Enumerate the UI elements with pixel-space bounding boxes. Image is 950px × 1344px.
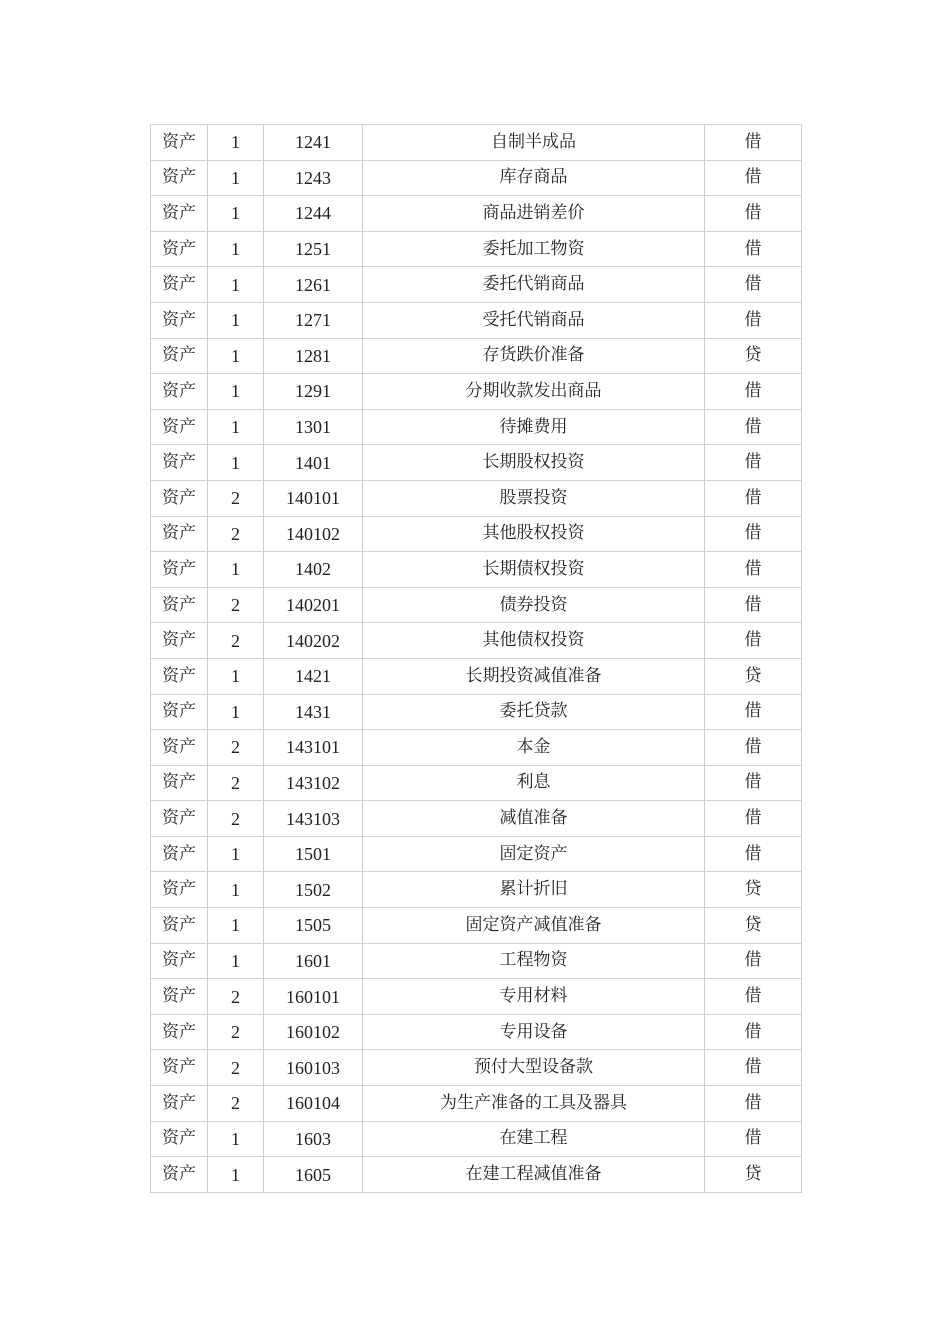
table-row xyxy=(151,160,802,196)
account-name-cell: 长期股权投资 xyxy=(363,445,705,481)
level-cell: 2 xyxy=(208,979,264,1015)
balance-direction-cell: 借 xyxy=(705,623,802,659)
category-cell: 资产 xyxy=(151,125,208,161)
table-row xyxy=(151,1121,802,1157)
balance-direction-cell: 借 xyxy=(705,302,802,338)
account-code-cell: 1261 xyxy=(264,267,363,303)
account-name-cell: 工程物资 xyxy=(363,943,705,979)
category-cell: 资产 xyxy=(151,765,208,801)
level-cell: 1 xyxy=(208,160,264,196)
account-name-cell: 受托代销商品 xyxy=(363,302,705,338)
account-name-cell: 长期债权投资 xyxy=(363,552,705,588)
level-cell: 2 xyxy=(208,480,264,516)
category-cell: 资产 xyxy=(151,979,208,1015)
level-cell: 2 xyxy=(208,765,264,801)
account-name-cell: 在建工程减值准备 xyxy=(363,1157,705,1193)
table-row xyxy=(151,587,802,623)
table-row xyxy=(151,694,802,730)
balance-direction-cell: 借 xyxy=(705,196,802,232)
category-cell: 资产 xyxy=(151,409,208,445)
account-code-cell: 1601 xyxy=(264,943,363,979)
category-cell: 资产 xyxy=(151,338,208,374)
account-name-cell: 分期收款发出商品 xyxy=(363,374,705,410)
table-row xyxy=(151,979,802,1015)
category-cell: 资产 xyxy=(151,836,208,872)
category-cell: 资产 xyxy=(151,623,208,659)
account-code-cell: 1605 xyxy=(264,1157,363,1193)
account-code-cell: 1401 xyxy=(264,445,363,481)
account-name-cell: 委托加工物资 xyxy=(363,231,705,267)
balance-direction-cell: 借 xyxy=(705,267,802,303)
category-cell: 资产 xyxy=(151,801,208,837)
account-name-cell: 待摊费用 xyxy=(363,409,705,445)
level-cell: 1 xyxy=(208,196,264,232)
account-code-cell: 1402 xyxy=(264,552,363,588)
category-cell: 资产 xyxy=(151,658,208,694)
level-cell: 1 xyxy=(208,231,264,267)
account-code-cell: 160103 xyxy=(264,1050,363,1086)
level-cell: 2 xyxy=(208,516,264,552)
table-row xyxy=(151,552,802,588)
level-cell: 1 xyxy=(208,445,264,481)
balance-direction-cell: 贷 xyxy=(705,908,802,944)
balance-direction-cell: 借 xyxy=(705,516,802,552)
account-name-cell: 商品进销差价 xyxy=(363,196,705,232)
category-cell: 资产 xyxy=(151,872,208,908)
category-cell: 资产 xyxy=(151,1014,208,1050)
table-row xyxy=(151,196,802,232)
account-code-cell: 1505 xyxy=(264,908,363,944)
table-row xyxy=(151,730,802,766)
balance-direction-cell: 借 xyxy=(705,374,802,410)
table-row xyxy=(151,1086,802,1122)
account-name-cell: 专用设备 xyxy=(363,1014,705,1050)
table-row xyxy=(151,374,802,410)
balance-direction-cell: 贷 xyxy=(705,1157,802,1193)
account-name-cell: 本金 xyxy=(363,730,705,766)
category-cell: 资产 xyxy=(151,730,208,766)
level-cell: 1 xyxy=(208,1157,264,1193)
account-name-cell: 在建工程 xyxy=(363,1121,705,1157)
account-code-cell: 140102 xyxy=(264,516,363,552)
level-cell: 1 xyxy=(208,552,264,588)
account-code-cell: 1603 xyxy=(264,1121,363,1157)
level-cell: 1 xyxy=(208,267,264,303)
table-row xyxy=(151,658,802,694)
account-name-cell: 债券投资 xyxy=(363,587,705,623)
balance-direction-cell: 借 xyxy=(705,587,802,623)
category-cell: 资产 xyxy=(151,480,208,516)
account-code-cell: 140101 xyxy=(264,480,363,516)
account-code-cell: 1281 xyxy=(264,338,363,374)
account-name-cell: 为生产准备的工具及器具 xyxy=(363,1086,705,1122)
table-row xyxy=(151,801,802,837)
level-cell: 1 xyxy=(208,943,264,979)
balance-direction-cell: 借 xyxy=(705,409,802,445)
level-cell: 2 xyxy=(208,730,264,766)
table-row xyxy=(151,1014,802,1050)
account-name-cell: 累计折旧 xyxy=(363,872,705,908)
account-code-cell: 1431 xyxy=(264,694,363,730)
account-name-cell: 委托贷款 xyxy=(363,694,705,730)
table-row xyxy=(151,765,802,801)
category-cell: 资产 xyxy=(151,694,208,730)
category-cell: 资产 xyxy=(151,1086,208,1122)
balance-direction-cell: 贷 xyxy=(705,338,802,374)
account-name-cell: 专用材料 xyxy=(363,979,705,1015)
table-row xyxy=(151,872,802,908)
table-row xyxy=(151,516,802,552)
account-name-cell: 长期投资减值准备 xyxy=(363,658,705,694)
account-name-cell: 预付大型设备款 xyxy=(363,1050,705,1086)
account-code-cell: 143101 xyxy=(264,730,363,766)
account-code-cell: 1502 xyxy=(264,872,363,908)
category-cell: 资产 xyxy=(151,552,208,588)
level-cell: 1 xyxy=(208,694,264,730)
table-row xyxy=(151,409,802,445)
level-cell: 2 xyxy=(208,587,264,623)
account-code-cell: 143103 xyxy=(264,801,363,837)
level-cell: 1 xyxy=(208,302,264,338)
level-cell: 1 xyxy=(208,836,264,872)
account-code-cell: 1291 xyxy=(264,374,363,410)
category-cell: 资产 xyxy=(151,1121,208,1157)
account-code-cell: 160102 xyxy=(264,1014,363,1050)
level-cell: 2 xyxy=(208,1086,264,1122)
table-row xyxy=(151,445,802,481)
balance-direction-cell: 借 xyxy=(705,1086,802,1122)
level-cell: 1 xyxy=(208,872,264,908)
account-name-cell: 委托代销商品 xyxy=(363,267,705,303)
table-row xyxy=(151,125,802,161)
level-cell: 1 xyxy=(208,658,264,694)
category-cell: 资产 xyxy=(151,516,208,552)
balance-direction-cell: 借 xyxy=(705,445,802,481)
account-name-cell: 利息 xyxy=(363,765,705,801)
table-row xyxy=(151,302,802,338)
category-cell: 资产 xyxy=(151,160,208,196)
account-name-cell: 自制半成品 xyxy=(363,125,705,161)
balance-direction-cell: 贷 xyxy=(705,658,802,694)
table-row xyxy=(151,231,802,267)
level-cell: 2 xyxy=(208,623,264,659)
level-cell: 2 xyxy=(208,1014,264,1050)
level-cell: 2 xyxy=(208,1050,264,1086)
category-cell: 资产 xyxy=(151,445,208,481)
account-name-cell: 减值准备 xyxy=(363,801,705,837)
table-row xyxy=(151,908,802,944)
balance-direction-cell: 借 xyxy=(705,1050,802,1086)
table-row xyxy=(151,267,802,303)
balance-direction-cell: 借 xyxy=(705,694,802,730)
balance-direction-cell: 借 xyxy=(705,801,802,837)
account-code-cell: 1301 xyxy=(264,409,363,445)
account-code-cell: 140201 xyxy=(264,587,363,623)
category-cell: 资产 xyxy=(151,374,208,410)
category-cell: 资产 xyxy=(151,196,208,232)
category-cell: 资产 xyxy=(151,231,208,267)
balance-direction-cell: 借 xyxy=(705,836,802,872)
balance-direction-cell: 借 xyxy=(705,125,802,161)
account-code-cell: 1421 xyxy=(264,658,363,694)
table-row xyxy=(151,1157,802,1193)
account-code-cell: 1271 xyxy=(264,302,363,338)
account-name-cell: 股票投资 xyxy=(363,480,705,516)
account-name-cell: 库存商品 xyxy=(363,160,705,196)
level-cell: 2 xyxy=(208,801,264,837)
category-cell: 资产 xyxy=(151,302,208,338)
account-name-cell: 固定资产 xyxy=(363,836,705,872)
balance-direction-cell: 借 xyxy=(705,1014,802,1050)
balance-direction-cell: 借 xyxy=(705,552,802,588)
account-name-cell: 固定资产减值准备 xyxy=(363,908,705,944)
category-cell: 资产 xyxy=(151,267,208,303)
table-row xyxy=(151,480,802,516)
table-row xyxy=(151,943,802,979)
account-name-cell: 其他债权投资 xyxy=(363,623,705,659)
balance-direction-cell: 借 xyxy=(705,979,802,1015)
table-row xyxy=(151,836,802,872)
category-cell: 资产 xyxy=(151,908,208,944)
account-code-cell: 160101 xyxy=(264,979,363,1015)
accounts-table xyxy=(150,124,802,1193)
balance-direction-cell: 借 xyxy=(705,943,802,979)
category-cell: 资产 xyxy=(151,1157,208,1193)
account-code-cell: 1241 xyxy=(264,125,363,161)
level-cell: 1 xyxy=(208,1121,264,1157)
account-name-cell: 存货跌价准备 xyxy=(363,338,705,374)
category-cell: 资产 xyxy=(151,587,208,623)
account-code-cell: 160104 xyxy=(264,1086,363,1122)
balance-direction-cell: 借 xyxy=(705,231,802,267)
level-cell: 1 xyxy=(208,125,264,161)
level-cell: 1 xyxy=(208,908,264,944)
balance-direction-cell: 借 xyxy=(705,480,802,516)
account-code-cell: 1251 xyxy=(264,231,363,267)
account-code-cell: 140202 xyxy=(264,623,363,659)
account-code-cell: 1501 xyxy=(264,836,363,872)
account-code-cell: 1243 xyxy=(264,160,363,196)
balance-direction-cell: 借 xyxy=(705,160,802,196)
level-cell: 1 xyxy=(208,374,264,410)
table-row xyxy=(151,1050,802,1086)
account-name-cell: 其他股权投资 xyxy=(363,516,705,552)
table-row xyxy=(151,623,802,659)
accounts-table-body xyxy=(151,125,802,1193)
account-code-cell: 143102 xyxy=(264,765,363,801)
balance-direction-cell: 借 xyxy=(705,1121,802,1157)
table-row xyxy=(151,338,802,374)
balance-direction-cell: 贷 xyxy=(705,872,802,908)
balance-direction-cell: 借 xyxy=(705,730,802,766)
account-code-cell: 1244 xyxy=(264,196,363,232)
balance-direction-cell: 借 xyxy=(705,765,802,801)
level-cell: 1 xyxy=(208,338,264,374)
category-cell: 资产 xyxy=(151,1050,208,1086)
level-cell: 1 xyxy=(208,409,264,445)
category-cell: 资产 xyxy=(151,943,208,979)
